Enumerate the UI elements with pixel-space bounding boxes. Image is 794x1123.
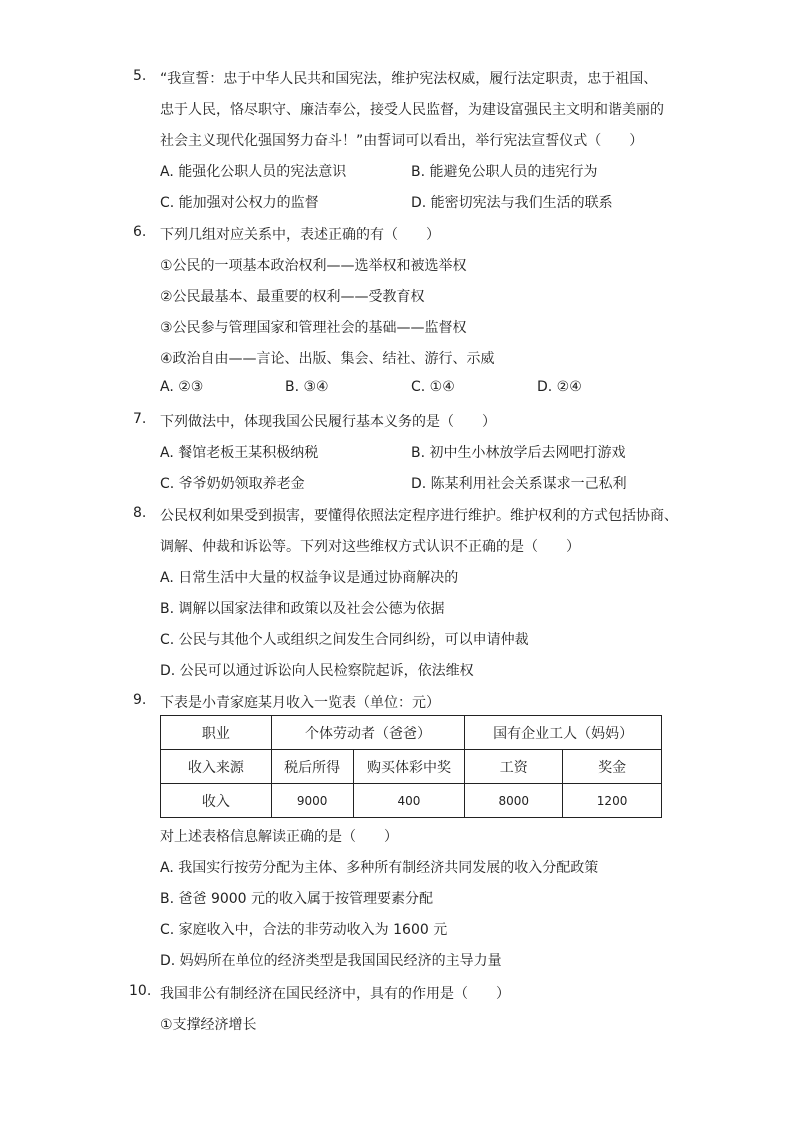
question-number: 8. <box>133 505 147 521</box>
question-stem-line: 公民权利如果受到损害，要懂得依照法定程序进行维护。维护权利的方式包括协商、 <box>160 508 678 524</box>
option-a[interactable]: A. 我国实行按劳分配为主体、多种所有制经济共同发展的收入分配政策 <box>160 860 599 876</box>
option-c[interactable]: C. 爷爷奶奶领取养老金 <box>160 476 305 492</box>
statement-item: ①公民的一项基本政治权利——选举权和被选举权 <box>160 258 467 274</box>
question-number: 6. <box>133 224 147 240</box>
option-a[interactable]: A. 能强化公职人员的宪法意识 <box>160 164 347 180</box>
statement-item: ③公民参与管理国家和管理社会的基础——监督权 <box>160 320 467 336</box>
question-number: 10. <box>129 983 152 999</box>
option-b[interactable]: B. 能避免公职人员的违宪行为 <box>411 164 598 180</box>
question-stem: 下列几组对应关系中，表述正确的有（ ） <box>160 227 440 243</box>
question-stem: 我国非公有制经济在国民经济中，具有的作用是（ ） <box>160 986 510 1002</box>
question-stem-line: 调解、仲裁和诉讼等。下列对这些维权方式认识不正确的是（ ） <box>160 539 580 555</box>
option-c[interactable]: C. 公民与其他个人或组织之间发生合同纠纷，可以申请仲裁 <box>160 632 529 648</box>
option-b[interactable]: B. ③④ <box>285 379 329 395</box>
option-d[interactable]: D. 陈某利用社会关系谋求一己私利 <box>411 476 627 492</box>
table-header-cell: 奖金 <box>563 750 662 784</box>
table-cell: 400 <box>353 784 465 818</box>
option-b[interactable]: B. 调解以国家法律和政策以及社会公德为依据 <box>160 601 445 617</box>
table-header-cell: 购买体彩中奖 <box>353 750 465 784</box>
question-stem: 对上述表格信息解读正确的是（ ） <box>160 829 398 845</box>
option-a[interactable]: A. 日常生活中大量的权益争议是通过协商解决的 <box>160 570 459 586</box>
income-table <box>160 715 662 818</box>
question-number: 5. <box>133 68 147 84</box>
option-b[interactable]: B. 爸爸 9000 元的收入属于按管理要素分配 <box>160 891 434 907</box>
question-number: 9. <box>133 692 147 708</box>
option-c[interactable]: C. 家庭收入中，合法的非劳动收入为 1600 元 <box>160 922 448 938</box>
table-header-cell: 个体劳动者（爸爸） <box>271 716 465 750</box>
table-header-cell: 收入 <box>161 784 272 818</box>
table-header-cell: 收入来源 <box>161 750 272 784</box>
table-row <box>161 716 662 750</box>
option-d[interactable]: D. 妈妈所在单位的经济类型是我国国民经济的主导力量 <box>160 953 502 969</box>
table-row <box>161 784 662 818</box>
option-c[interactable]: C. 能加强对公权力的监督 <box>160 195 319 211</box>
table-header-cell: 职业 <box>161 716 272 750</box>
option-b[interactable]: B. 初中生小林放学后去网吧打游戏 <box>411 445 626 461</box>
statement-item: ④政治自由——言论、出版、集会、结社、游行、示威 <box>160 351 495 367</box>
option-d[interactable]: D. 能密切宪法与我们生活的联系 <box>411 195 613 211</box>
question-stem-line: 社会主义现代化强国努力奋斗！”由誓词可以看出，举行宪法宣誓仪式（ ） <box>160 133 644 149</box>
table-header-cell: 工资 <box>465 750 563 784</box>
option-a[interactable]: A. 餐馆老板王某积极纳税 <box>160 445 319 461</box>
option-c[interactable]: C. ①④ <box>411 379 455 395</box>
statement-item: ②公民最基本、最重要的权利——受教育权 <box>160 289 425 305</box>
table-cell: 1200 <box>563 784 662 818</box>
table-header-cell: 税后所得 <box>271 750 353 784</box>
table-header-cell: 国有企业工人（妈妈） <box>465 716 662 750</box>
table-cell: 8000 <box>465 784 563 818</box>
question-stem-line: 忠于人民，恪尽职守、廉洁奉公，接受人民监督，为建设富强民主文明和谐美丽的 <box>160 102 664 118</box>
statement-item: ①支撑经济增长 <box>160 1017 257 1033</box>
table-row <box>161 750 662 784</box>
option-d[interactable]: D. 公民可以通过诉讼向人民检察院起诉，依法维权 <box>160 663 474 679</box>
question-number: 7. <box>133 411 147 427</box>
option-a[interactable]: A. ②③ <box>160 379 204 395</box>
question-stem: 下列做法中，体现我国公民履行基本义务的是（ ） <box>160 414 496 430</box>
question-stem: 下表是小青家庭某月收入一览表（单位：元） <box>160 695 440 711</box>
option-d[interactable]: D. ②④ <box>537 379 582 395</box>
table-cell: 9000 <box>271 784 353 818</box>
question-stem-line: “我宣誓：忠于中华人民共和国宪法，维护宪法权威，履行法定职责，忠于祖国、 <box>160 71 658 87</box>
